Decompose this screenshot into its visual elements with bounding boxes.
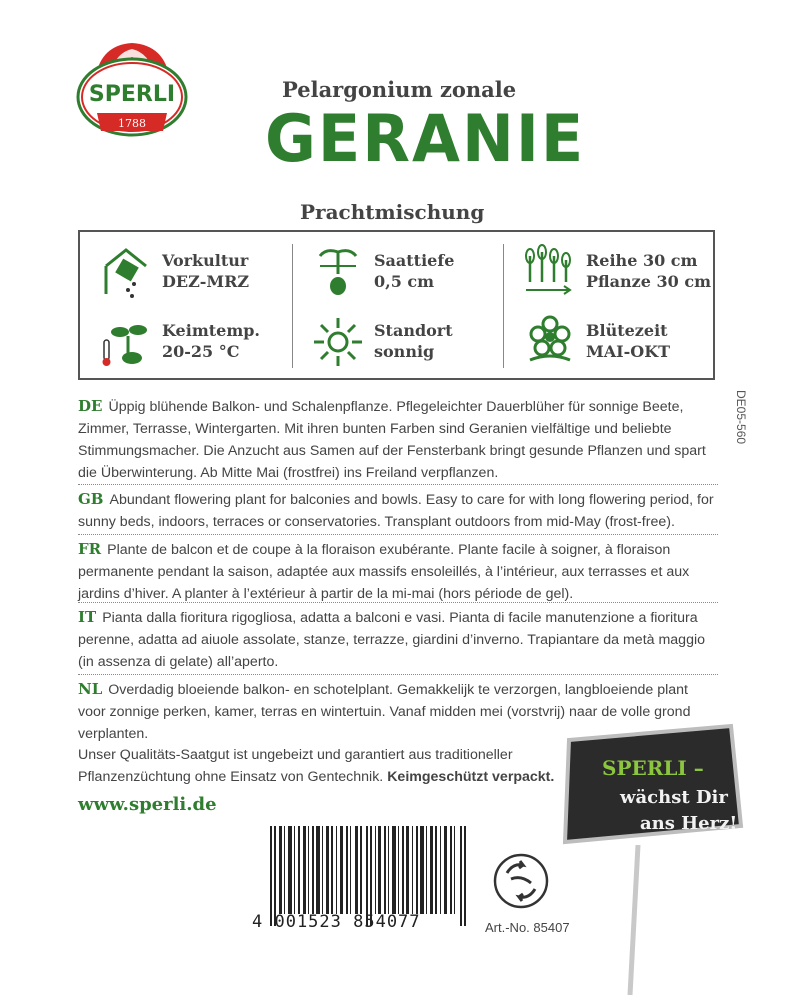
location-value: sonnig — [374, 342, 435, 361]
flower-icon — [522, 312, 578, 368]
divider — [292, 244, 293, 368]
website-link[interactable]: www.sperli.de — [78, 794, 217, 815]
sign-line-2: wächst Dir — [620, 787, 728, 808]
location-info — [374, 320, 453, 362]
sowing-value: DEZ-MRZ — [162, 272, 250, 291]
location-label: Standort — [374, 321, 453, 340]
depth-info — [374, 250, 454, 292]
bloom-info — [586, 320, 670, 362]
depth-value: 0,5 cm — [374, 272, 435, 291]
lang-code-it: IT — [78, 608, 97, 626]
spacing-row: Reihe 30 cm — [586, 251, 698, 270]
side-code: DE05-560 — [734, 390, 748, 445]
barcode-number: 4 001523 854077 — [252, 912, 421, 932]
seed-depth-icon — [310, 244, 366, 300]
quality-bold: Keimgeschützt verpackt. — [387, 769, 555, 785]
lang-code-de: DE — [78, 397, 103, 415]
cultivation-info-box — [78, 230, 715, 380]
divider — [78, 602, 718, 603]
divider — [78, 674, 718, 675]
germ-temp-label: Keimtemp. — [162, 321, 260, 340]
article-number: Art.-No. 85407 — [485, 920, 570, 935]
seed-packet-icon — [98, 244, 154, 300]
quality-line-1: Unser Qualitäts-Saatgut ist ungebeizt und garantiert aus traditioneller — [78, 747, 513, 763]
spacing-plant: Pflanze 30 cm — [586, 272, 712, 291]
text-it: Pianta dalla fioritura rigogliosa, adatta a balconi e vasi. Pianta di facile manutenzione a fioritura perenne, adatta ad aiuole assolate, stanze, terrazze, giardini d’inverno. Trapiantare da metà maggio (in assenza di gelate) all’aperto. — [78, 610, 705, 670]
sign-line-3: ans Herz! — [640, 813, 738, 834]
seedling-thermometer-icon — [98, 314, 154, 370]
plant-spacing-icon — [520, 242, 576, 298]
germ-temp-value: 20-25 °C — [162, 342, 240, 361]
product-title: GERANIE — [265, 100, 586, 177]
divider — [503, 244, 504, 368]
lang-code-gb: GB — [78, 490, 104, 508]
section-fr — [78, 538, 718, 605]
section-it — [78, 606, 718, 673]
logo-year: 1788 — [118, 117, 146, 130]
section-de — [78, 395, 718, 484]
bloom-value: MAI-OKT — [586, 342, 670, 361]
lang-code-nl: NL — [78, 680, 103, 698]
germ-temp-info — [162, 320, 260, 362]
bloom-label: Blütezeit — [586, 321, 668, 340]
lang-code-fr: FR — [78, 540, 102, 558]
quality-line-2: Pflanzenzüchtung ohne Einsatz von Gentechnik. — [78, 769, 384, 785]
text-fr: Plante de balcon et de coupe à la floraison exubérante. Plante facile à soigner, à floraison permanente pendant la saison, adaptée aux massifs ensoleillés, à l’intérieur, aux terrasses et aux jardins d’hiver. A planter à l’extérieur à partir de la mi-mai (hors période de gel). — [78, 542, 690, 602]
divider — [78, 484, 718, 485]
latin-name: Pelargonium zonale — [282, 77, 517, 102]
logo-wordmark: SPERLI — [88, 82, 176, 107]
spacing-info — [586, 250, 711, 292]
sperli-logo — [75, 35, 190, 140]
sowing-label: Vorkultur — [162, 251, 249, 270]
sun-icon — [310, 314, 366, 370]
sowing-info — [162, 250, 249, 292]
text-de: Üppig blühende Balkon- und Schalenpflanze. Pflegeleichter Dauerblüher für sonnige Beete, Zimmer, Terrasse, Wintergarten. Mit ihren bunten Farben sind Geranien vielfältige und beliebte Stimmungsmacher. Die Anzucht aus Samen auf der Fensterbank bringt gesunde Pflanzen und spart die Überwinterung. Ab Mitte Mai (frostfrei) ins Freiland verpflanzen. — [78, 399, 706, 481]
text-nl: Overdadig bloeiende balkon- en schotelplant. Gemakkelijk te verzorgen, langbloeiende plant voor zonnige perken, kamer, terras en wintertuin. Vanaf midden mei (vorstvrij) naar de volle grond verplanten. — [78, 682, 691, 742]
quality-note — [78, 744, 558, 788]
text-gb: Abundant flowering plant for balconies and bowls. Easy to care for with long flowering period, for sunny beds, indoors, terraces or conservatories. Transplant outdoors from mid-May (frost-free). — [78, 492, 714, 530]
green-dot-icon — [493, 853, 549, 909]
product-subtitle: Prachtmischung — [300, 200, 485, 224]
sign-brand: SPERLI – — [602, 756, 704, 780]
divider — [78, 534, 718, 535]
depth-label: Saattiefe — [374, 251, 455, 270]
section-gb — [78, 488, 718, 533]
sign-stick — [600, 845, 660, 995]
